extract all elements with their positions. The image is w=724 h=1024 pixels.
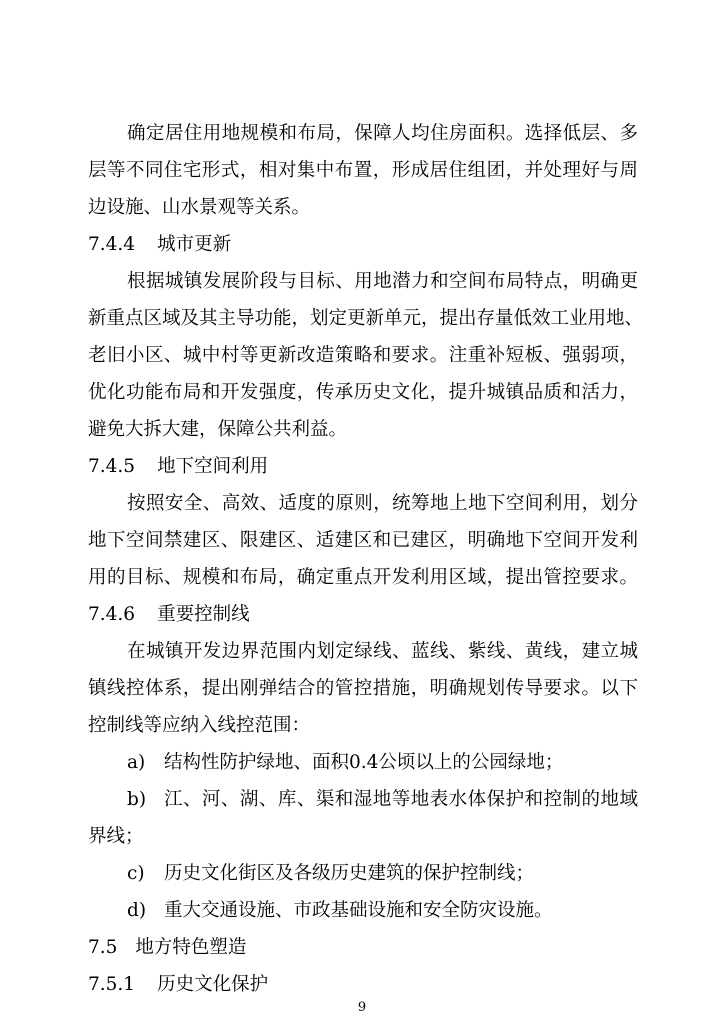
- section-heading: [88, 230, 724, 260]
- paragraph-line: 优化功能布局和开发强度，传承历史文化，提升城镇品质和活力，: [88, 382, 638, 403]
- list-item-label: b): [127, 789, 147, 810]
- paragraph-line: 镇线控体系，提出刚弹结合的管控措施，明确规划传导要求。以下: [88, 678, 638, 699]
- section-number: 7.4.4: [88, 234, 136, 255]
- section-heading: [88, 933, 724, 963]
- paragraph-line: 控制线等应纳入线控范围：: [88, 715, 311, 736]
- section-number: 7.5: [88, 937, 118, 958]
- paragraph-line: 层等不同住宅形式，相对集中布置，形成居住组团，并处理好与周: [88, 160, 638, 181]
- section-title: 城市更新: [157, 234, 232, 255]
- paragraph-line: 边设施、山水景观等关系。: [88, 197, 311, 218]
- paragraph-line: 确定居住用地规模和布局，保障人均住房面积。选择低层、多: [127, 123, 638, 144]
- paragraph-line: 在城镇开发边界范围内划定绿线、蓝线、紫线、黄线，建立城: [127, 641, 638, 662]
- section-title: 地下空间利用: [157, 456, 269, 477]
- section-title: 历史文化保护: [157, 974, 269, 995]
- list-item-text: 江、河、湖、库、渠和湿地等地表水体保护和控制的地域: [164, 789, 638, 810]
- list-item-label: c): [127, 863, 145, 884]
- list-item-label: d): [127, 900, 147, 921]
- section-number: 7.4.5: [88, 456, 136, 477]
- paragraph-line: 老旧小区、城中村等更新改造策略和要求。注重补短板、强弱项，: [88, 345, 638, 366]
- list-item: [0, 785, 724, 815]
- paragraph-line: 用的目标、规模和布局，确定重点开发利用区域，提出管控要求。: [88, 567, 638, 588]
- section-heading: [88, 970, 724, 1000]
- paragraph-line: 新重点区域及其主导功能，划定更新单元，提出存量低效工业用地、: [88, 308, 644, 329]
- list-item-text: 结构性防护绿地、面积0.4公顷以上的公园绿地；: [164, 752, 564, 773]
- list-item: [0, 748, 724, 778]
- list-item-text: 重大交通设施、市政基础设施和安全防灾设施。: [164, 900, 553, 921]
- section-heading: [88, 452, 724, 482]
- page-number: 9: [357, 1000, 367, 1015]
- section-number: 7.5.1: [88, 974, 136, 995]
- section-title: 地方特色塑造: [135, 937, 247, 958]
- section-heading: [88, 600, 724, 630]
- paragraph-line: 根据城镇发展阶段与目标、用地潜力和空间布局特点，明确更: [127, 271, 638, 292]
- list-item-label: a): [127, 752, 146, 773]
- list-item-continuation: 界线；: [88, 826, 144, 847]
- list-item-text: 历史文化街区及各级历史建筑的保护控制线；: [164, 863, 535, 884]
- list-item: [0, 859, 724, 889]
- paragraph-line: 按照安全、高效、适度的原则，统筹地上地下空间利用，划分: [127, 493, 638, 514]
- paragraph-line: 避免大拆大建，保障公共利益。: [88, 419, 348, 440]
- section-number: 7.4.6: [88, 604, 136, 625]
- section-title: 重要控制线: [157, 604, 250, 625]
- list-item: [0, 896, 724, 926]
- paragraph-line: 地下空间禁建区、限建区、适建区和已建区，明确地下空间开发利: [88, 530, 638, 551]
